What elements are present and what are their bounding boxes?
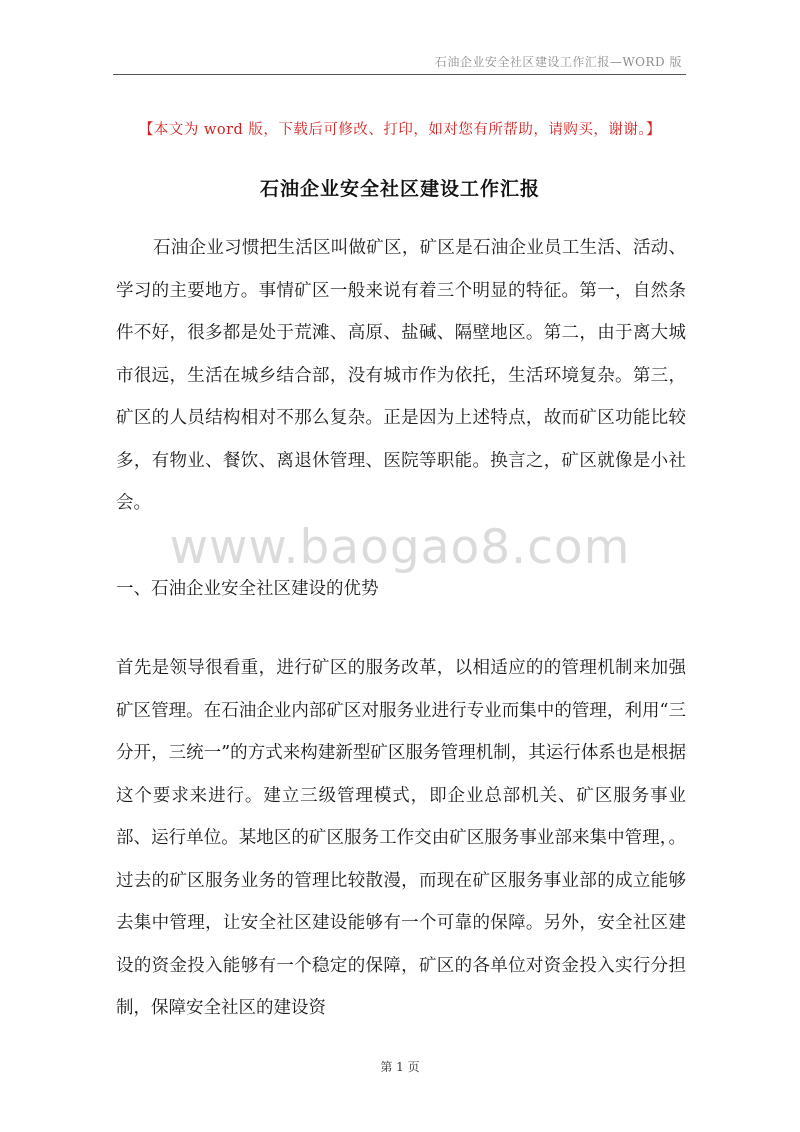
page-title: 石油企业安全社区建设工作汇报 [259,178,540,200]
download-notice: 【本文为 word 版，下载后可修改、打印，如对您有所帮助，请购买，谢谢。】 [138,122,662,138]
header-divider [113,74,686,75]
running-header: 石油企业安全社区建设工作汇报—WORD 版 [434,55,682,69]
intro-paragraph: 石油企业习惯把生活区叫做矿区，矿区是石油企业员工生活、活动、学习的主要地方。事情矿区一般来说有着三个明显的特征。第一，自然条件不好，很多都是处于荒滩、高原、盐碱、隔壁地区。第二，由于离大城市很远，生活在城乡结合部，没有城市作为依托，生活环境复杂。第三，矿区的人员结构相对不那么复杂。正是因为上述特点，故而矿区功能比较多，有物业、餐饮、离退休管理、医院等职能。换言之，矿区就像是小社会。 [116,238,686,513]
watermark: www.baogao8.com [169,520,631,575]
body-paragraph: 首先是领导很看重，进行矿区的服务改革，以相适应的的管理机制来加强矿区管理。在石油企业内部矿区对服务业进行专业而集中的管理，利用“三分开，三统一”的方式来构建新型矿区服务管理机制，其运行体系也是根据这个要求来进行。建立三级管理模式，即企业总部机关、矿区服务事业部、运行单位。某地区的矿区服务工作交由矿区服务事业部来集中管理，。过去的矿区服务业务的管理比较散漫，而现在矿区服务事业部的成立能够去集中管理，让安全社区建设能够有一个可靠的保障。另外，安全社区建设的资金投入能够有一个稳定的保障，矿区的各单位对资金投入实行分担制，保障安全社区的建设资 [116,658,686,1018]
section-heading: 一、石油企业安全社区建设的优势 [116,579,379,599]
page-number: 第 1 页 [380,1060,420,1074]
